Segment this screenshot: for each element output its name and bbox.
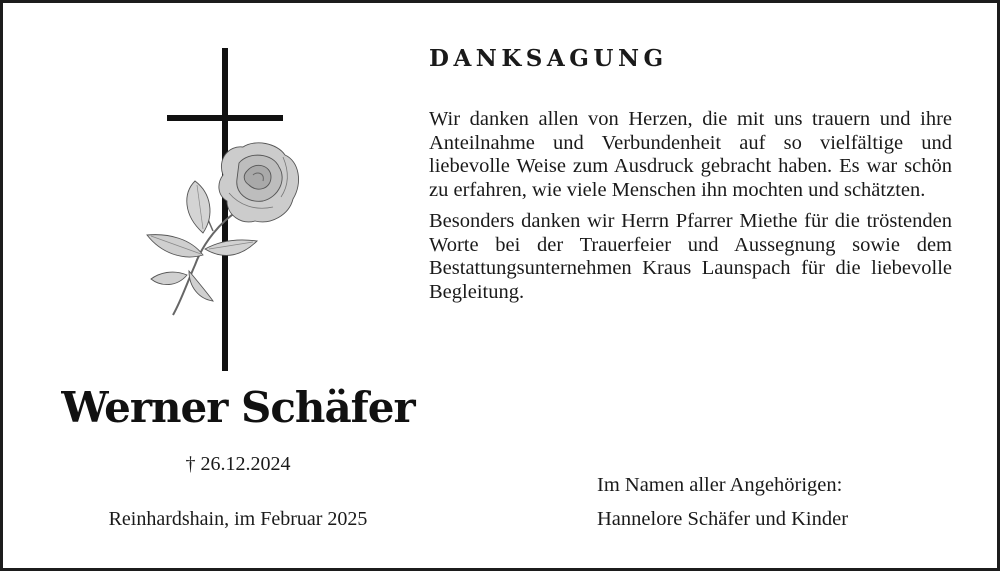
body-paragraph-special-thanks: Besonders danken wir Herrn Pfarrer Miethe für die tröstenden Worte bei der Trauerfeier und Aussegnung sowie dem Bestattungsunternehmen Kraus Launspach für die liebevolle Begleitung.: [429, 210, 952, 303]
place-and-date: Reinhardshain, im Februar 2025: [108, 508, 368, 530]
signature: Hannelore Schäfer und Kinder: [597, 508, 849, 530]
body-paragraph-thanks: Wir danken allen von Herzen, die mit uns trauern und ihre Anteilnahme und Verbundenheit auf so vielfältige und liebevolle Weise zum Ausdruck gebracht haben. Es war schön zu erfahren, wie viele Menschen ihn mochten und schätzten.: [429, 108, 952, 201]
closing-block: [597, 468, 848, 536]
death-date: † 26.12.2024: [185, 453, 291, 475]
notice-heading: DANKSAGUNG: [429, 45, 668, 72]
closing-line: Im Namen aller Angehörigen:: [597, 474, 843, 496]
notice-body: [429, 108, 952, 312]
deceased-name: Werner Schäfer: [61, 383, 415, 432]
cross-with-rose-illustration: [143, 43, 313, 378]
